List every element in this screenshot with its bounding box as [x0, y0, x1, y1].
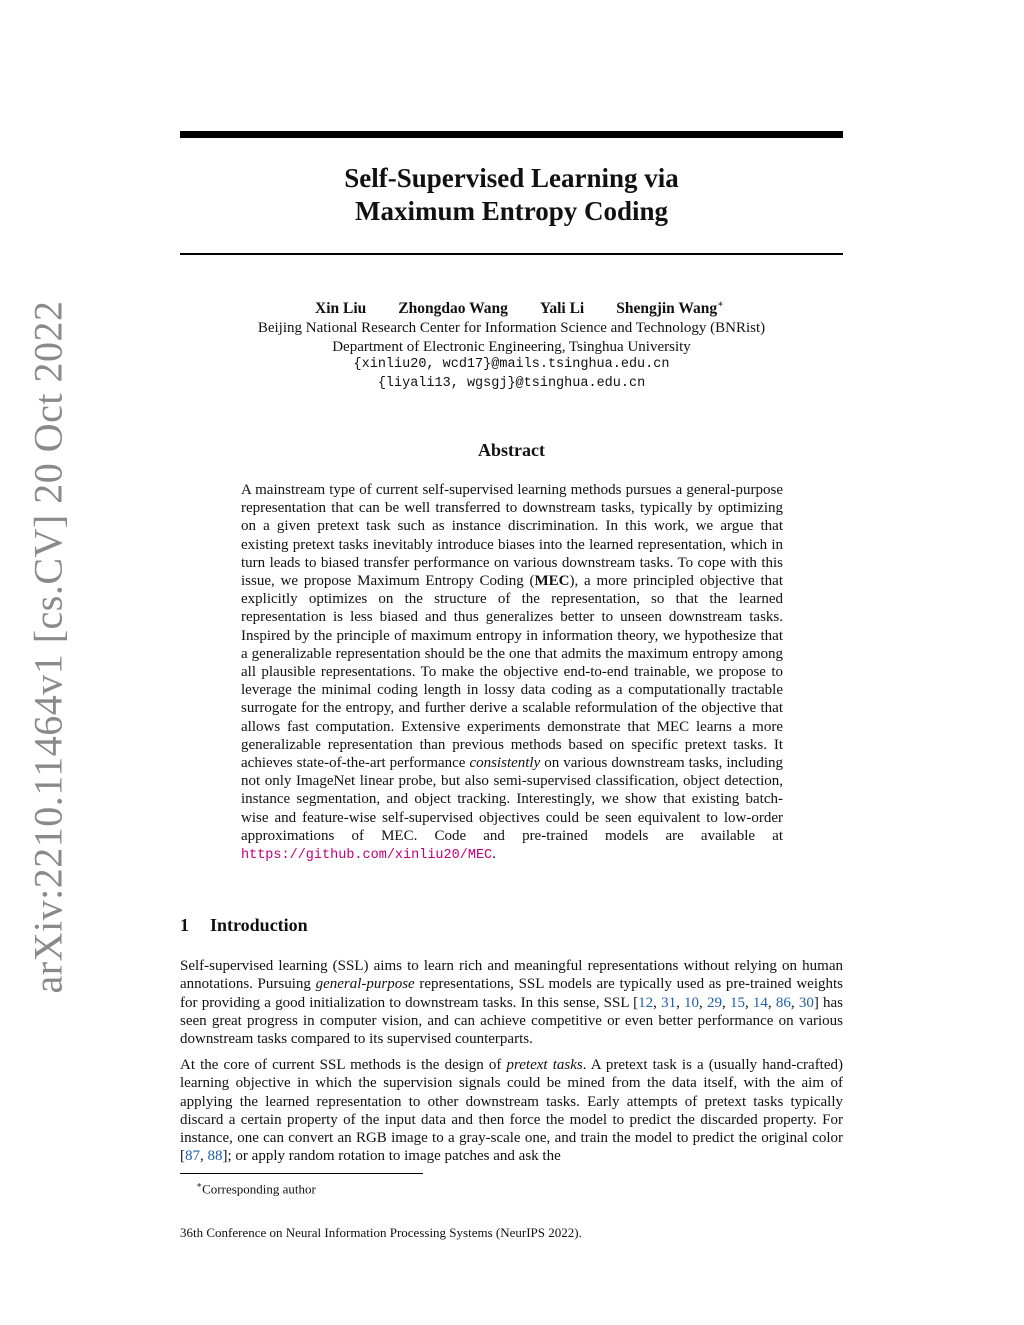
citation-link[interactable]: 29 — [707, 994, 722, 1011]
conference-note: 36th Conference on Neural Information Processing Systems (NeurIPS 2022). — [180, 1225, 582, 1240]
abstract-text — [241, 481, 783, 865]
paragraph-segment: representations, SSL models are typically used as pre-trained weights for providing a good initialization to downstream tasks. In this sense, SSL [ — [180, 976, 843, 1011]
email-line: {liyali13, wgsgj}@tsinghua.edu.cn — [377, 375, 646, 391]
corresponding-author-name: Shengjin Wang — [616, 300, 718, 318]
citation-link[interactable]: 31 — [661, 994, 677, 1011]
section-number: 1 — [180, 915, 189, 935]
author-name: Yali Li — [539, 300, 585, 318]
paragraph-segment: Self-supervised learning (SSL) aims to learn rich and meaningful representations without relying on human annotations. Pursuing — [180, 958, 843, 993]
section-heading-introduction — [180, 915, 308, 936]
abstract-segment: ), a more principled objective that explicitly optimizes on the structure of the representation, so that the learned representation is less biased and thus generalizes better to unseen downstream tasks. Inspired by the principle of maximum entropy in information theory, we hypothesize that a generalizable representation should be the one that admits the maximum entropy among all plausible representations. To make the objective end-to-end trainable, we propose to leverage the minimal coding length in lossy data coding as a computationally tractable surrogate for the entropy, and further derive a scalable reformulation of the objective that allows fast computation. Extensive experiments demonstrate that MEC learns a more generalizable representation than previous methods based on specific pretext tasks. It achieves state-of-the-art performance — [241, 573, 783, 772]
citation-link[interactable]: 86 — [775, 994, 791, 1011]
footnote-text: Corresponding author — [202, 1181, 316, 1197]
abstract-segment: on various downstream tasks, including not only ImageNet linear probe, but also semi-supervised classification, object detection, instance segmentation, and object tracking. Interestingly, we show that existing batch-wise and feature-wise self-supervised objectives could be seen equivalent to low-order approximations of MEC. Code and pre-trained models are available at — [241, 755, 783, 844]
paragraph-segment: . A pretext task is a (usually hand-crafted) learning objective in which the supervision signals could be mined from the data itself, with the aim of applying the learned representation to other downstream tasks. Early attempts of pretext tasks typically discard a certain property of the input data and then force the model to predict the discarded property. For instance, one can convert an RGB image to a gray-scale one, and train the model to predict the original color [ — [180, 1057, 844, 1165]
abstract-segment: . — [492, 846, 496, 863]
paragraph-emphasis: pretext tasks — [506, 1057, 583, 1073]
footnote — [196, 1180, 316, 1197]
citation-link[interactable]: 14 — [752, 994, 768, 1011]
title-rule-bottom — [180, 253, 843, 255]
citation-link[interactable]: 12 — [638, 994, 654, 1011]
paper-title — [180, 162, 843, 228]
footnote-mark: ∗ — [196, 1180, 203, 1190]
paragraph-segment: ]; or apply random rotation to image patches and ask the — [222, 1148, 561, 1165]
author-name — [616, 300, 724, 317]
citation-link[interactable]: 87 — [185, 1148, 200, 1165]
intro-paragraph-2: At the core of current SSL methods is the design of pretext tasks. A pretext task is a (usually hand-crafted) learning objective in which the supervision signals could be mined from the data itself, with the aim of applying the learned representation to other downstream tasks. Early attempts of pretext tasks typically discard a certain property of the input data and then force the model to predict the discarded property. For instance, one can convert an RGB image to a gray-scale one, and train the model to predict the original color [87, 88]; or apply random rotation to image patches and ask the — [180, 1057, 844, 1165]
abstract-mec-bold: MEC — [534, 573, 570, 590]
intro-paragraph-1: Self-supervised learning (SSL) aims to learn rich and meaningful representations without relying on human annotations. Pursuing general-purpose representations, SSL models are typically used as pre-trained weights for providing a good initialization to downstream tasks. In this sense, SSL [12, 31, 10, 29, 15, 14, 86, 30] has seen great progress in computer vision, and can achieve competitive or even better performance on various downstream tasks compared to its supervised counterparts. — [180, 958, 844, 1048]
citation-link[interactable]: 88 — [207, 1148, 223, 1165]
abstract-heading: Abstract — [478, 440, 545, 460]
title-rule-top — [180, 131, 843, 138]
email-line: {xinliu20, wcd17}@mails.tsinghua.edu.cn — [353, 357, 670, 372]
citation-link[interactable]: 30 — [798, 994, 814, 1011]
citation-link[interactable]: 10 — [684, 994, 700, 1011]
citation-link[interactable]: 15 — [729, 994, 745, 1011]
paragraph-emphasis: general-purpose — [315, 976, 415, 993]
affiliation-block — [180, 319, 843, 393]
paragraph-segment: At the core of current SSL methods is the design of — [180, 1057, 507, 1073]
title-line-1: Self-Supervised Learning via — [344, 163, 679, 193]
section-title: Introduction — [210, 915, 308, 935]
abstract-segment: A mainstream type of current self-supervised learning methods pursues a general-purpose representation that can be well transferred to downstream tasks, typically by optimizing on a given pretext task such as instance discrimination. In this work, we argue that existing pretext tasks inevitably introduce biases into the learned representation, which in turn leads to biased transfer performance on various downstream tasks. To cope with this issue, we propose Maximum Entropy Coding ( — [241, 482, 783, 590]
footnote-rule — [180, 1173, 423, 1174]
author-list — [180, 299, 843, 318]
corresponding-author-mark: ∗ — [717, 299, 724, 310]
abstract-emphasis: consistently — [469, 755, 541, 772]
author-name: Xin Liu — [315, 300, 367, 318]
code-link[interactable]: https://github.com/xinliu20/MEC — [241, 848, 493, 864]
title-line-2: Maximum Entropy Coding — [354, 196, 669, 226]
arxiv-stamp: arXiv:2210.11464v1 [cs.CV] 20 Oct 2022 — [25, 300, 71, 994]
paragraph-segment: ] has seen great progress in computer vision, and can achieve competitive or even better performance on various downstream tasks compared to its supervised counterparts. — [180, 994, 844, 1048]
affiliation-line: Beijing National Research Center for Information Science and Technology (BNRist) — [257, 320, 766, 336]
author-name: Zhongdao Wang — [398, 300, 508, 318]
affiliation-line: Department of Electronic Engineering, Tsinghua University — [332, 338, 691, 355]
